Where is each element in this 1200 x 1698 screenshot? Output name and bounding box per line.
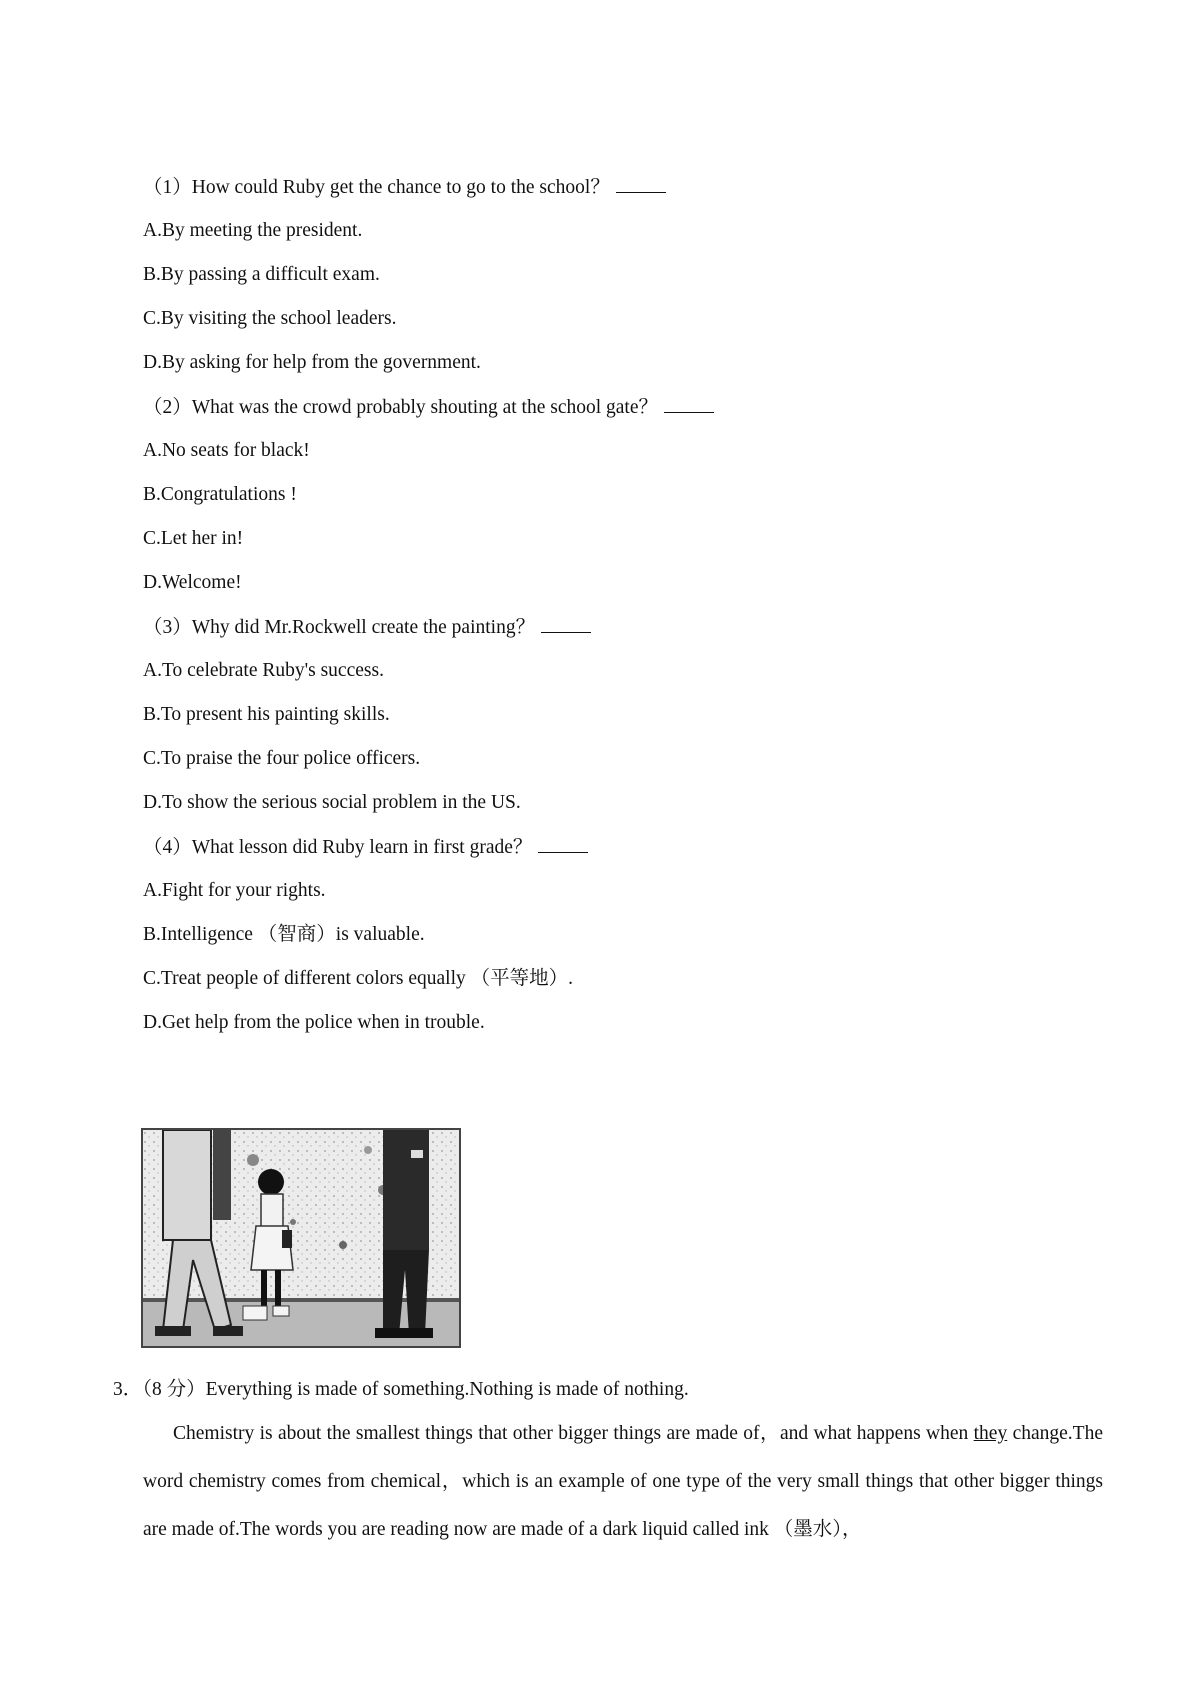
question-1-text: （1）How could Ruby get the chance to go to the school？ (143, 177, 610, 198)
paragraph-text-end: change.The word chemistry comes from chemical，which is an example of one type of the very small things that other bigger things are made of.The words you are reading now are made of a dark liquid called ink （墨水）， (143, 1423, 1103, 1540)
question-1-option-d: D.By asking for help from the government. (143, 352, 481, 373)
answer-blank-4[interactable] (538, 834, 588, 853)
question-2-option-a: A.No seats for black! (143, 440, 310, 461)
question-3-text: （3）Why did Mr.Rockwell create the painting？ (143, 617, 536, 638)
photo-illustration (143, 1130, 459, 1346)
question-3-option-a: A.To celebrate Ruby's success. (143, 660, 384, 681)
question-1-option-b: B.By passing a difficult exam. (143, 264, 380, 285)
question-4-stem (143, 834, 588, 861)
question-4-option-b: B.Intelligence （智商）is valuable. (143, 924, 425, 945)
question-1-option-a: A.By meeting the president. (143, 220, 363, 241)
question-3-option-c: C.To praise the four police officers. (143, 748, 421, 769)
question-2-option-b: B.Congratulations ! (143, 484, 297, 505)
answer-blank-1[interactable] (616, 174, 666, 193)
question-3-paragraph (143, 1410, 1103, 1554)
question-3-heading: 3．（8 分）Everything is made of something.Nothing is made of nothing. (113, 1379, 689, 1400)
question-1-option-c: C.By visiting the school leaders. (143, 308, 397, 329)
question-2-text: （2）What was the crowd probably shouting at the school gate？ (143, 397, 659, 418)
question-3-option-d: D.To show the serious social problem in the US. (143, 792, 521, 813)
answer-blank-2[interactable] (664, 394, 714, 413)
question-3-option-b: B.To present his painting skills. (143, 704, 390, 725)
question-2-option-d: D.Welcome! (143, 572, 242, 593)
question-2-option-c: C.Let her in! (143, 528, 244, 549)
paragraph-text-start: Chemistry is about the smallest things that other bigger things are made of，and what happens when (173, 1423, 974, 1444)
question-4-option-a: A.Fight for your rights. (143, 880, 326, 901)
question-1-stem (143, 174, 666, 201)
question-2-stem (143, 394, 714, 421)
answer-blank-3[interactable] (541, 614, 591, 633)
question-4-option-c: C.Treat people of different colors equally （平等地）. (143, 968, 573, 989)
ruby-painting-photo (141, 1128, 461, 1348)
question-4-option-d: D.Get help from the police when in trouble. (143, 1012, 485, 1033)
question-3-stem (143, 614, 591, 641)
question-4-text: （4）What lesson did Ruby learn in first grade？ (143, 837, 533, 858)
underlined-word-they: they (973, 1423, 1008, 1444)
